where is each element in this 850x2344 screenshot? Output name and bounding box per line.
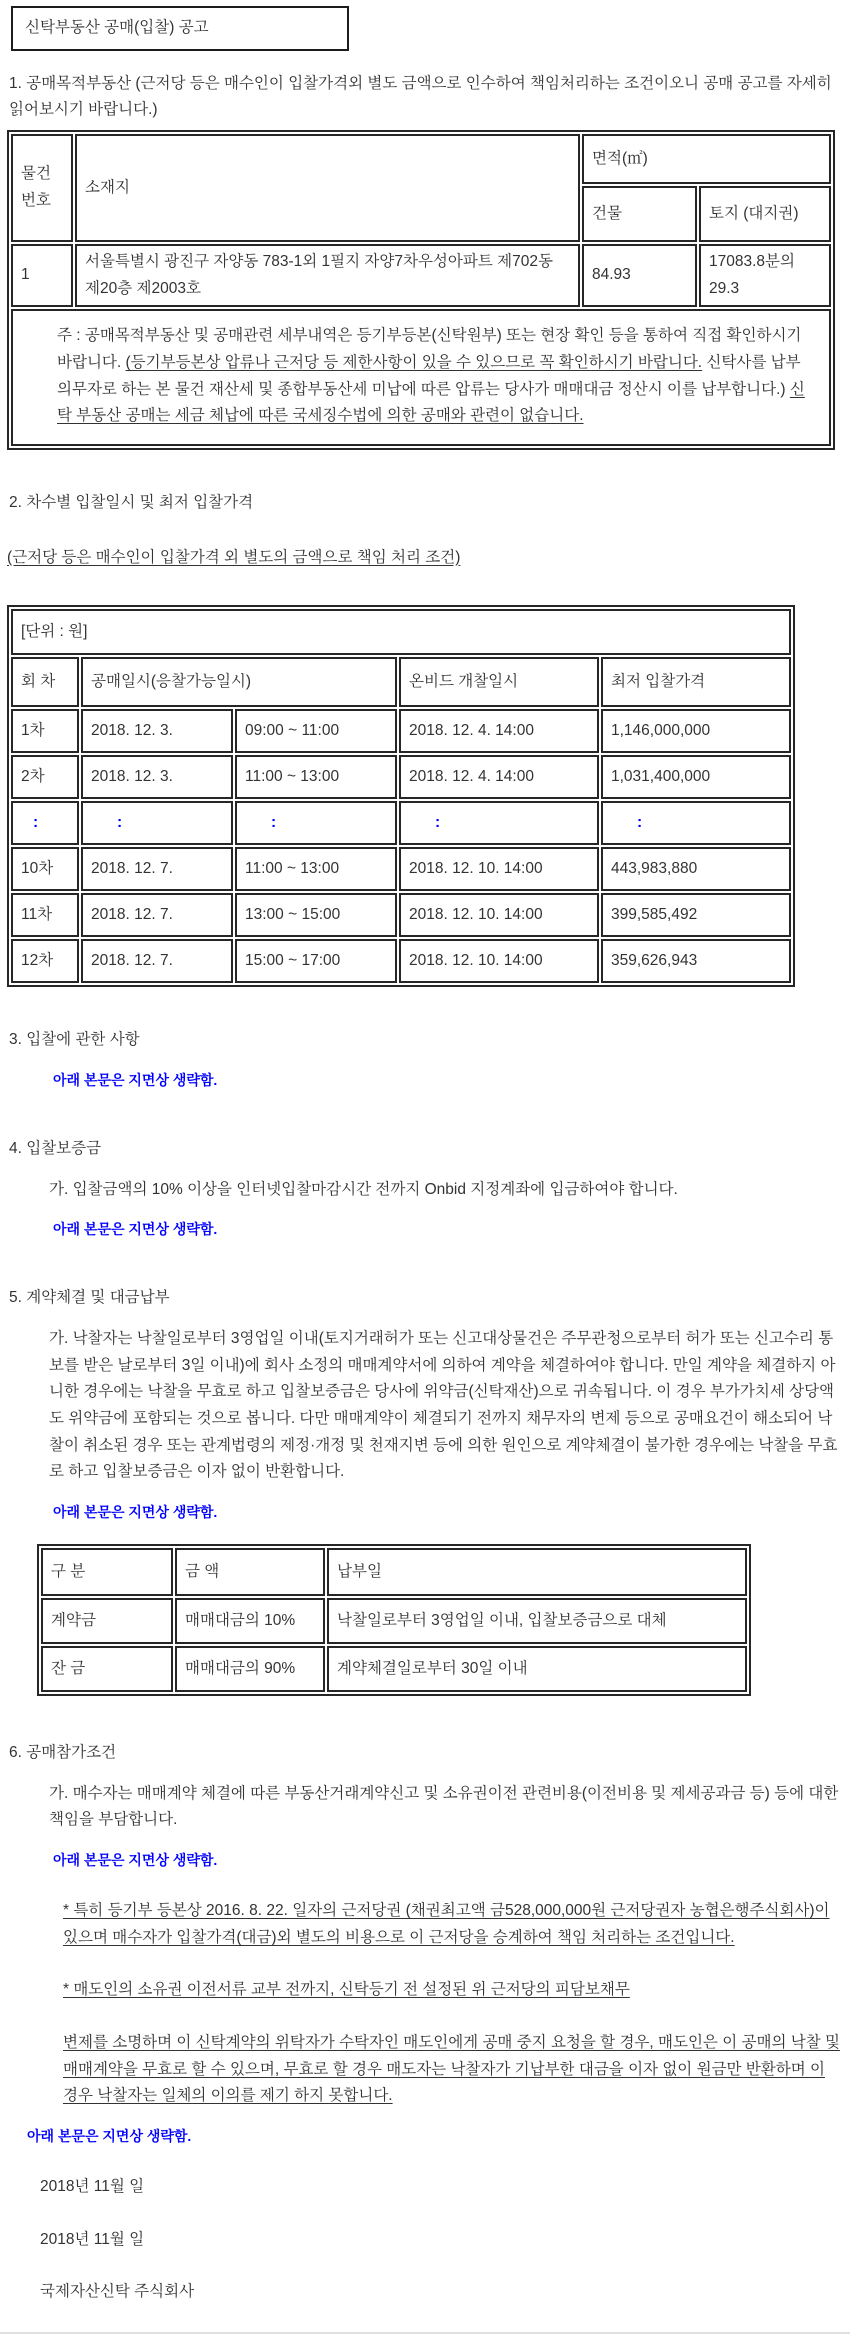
col-header-building: 건물: [582, 186, 697, 242]
note-text-4-underlined: 신탁 부동산 공매는 세금 체납에 따른 국세징수법에 의한 공매와 관련이 없습니다.: [57, 380, 805, 425]
omitted-note: 아래 본문은 지면상 생략함.: [53, 1503, 218, 1520]
unit-row: [11, 609, 791, 655]
note-text-1: 주 : 공매목적부동산 및 공매관련 세부내역은 등기부등본(신탁원부) 또는 현장 확인 등을 통하여 직접 확인하시기 바랍니다.: [57, 327, 802, 371]
bid-date: 2018. 12. 7.: [81, 939, 233, 983]
col-header-amount: 금 액: [175, 1548, 325, 1596]
min-price: 1,146,000,000: [601, 709, 791, 753]
schedule-row-12: [11, 939, 791, 983]
bid-date: 2018. 12. 3.: [81, 755, 233, 799]
section4-heading: 4. 입찰보증금: [9, 1139, 102, 1157]
col-header-location: 소재지: [75, 134, 580, 242]
property-note: [11, 309, 831, 446]
payment-due: 계약체결일로부터 30일 이내: [327, 1646, 747, 1692]
section2-condition-underlined: (근저당 등은 매수인이 입찰가격 외 별도의 금액으로 책임 처리 조건): [7, 548, 461, 566]
payment-table: [37, 1544, 751, 1696]
section6-special-condition-3: [63, 2030, 842, 2110]
section1-heading: 1. 공매목적부동산 (근저당 등은 매수인이 입찰가격외 별도 금액으로 인수하여 책임처리하는 조건이오니 공매 공고를 자세히 읽어보시기 바랍니다.): [9, 74, 832, 119]
ellipsis: :: [601, 801, 791, 845]
bid-schedule-table: [7, 605, 795, 987]
payment-amount: 매매대금의 90%: [175, 1646, 325, 1692]
document-title-box: [11, 6, 349, 51]
omitted-note: 아래 본문은 지면상 생략함.: [27, 2128, 192, 2144]
bid-time: 15:00 ~ 17:00: [235, 939, 397, 983]
trustee-company-name: 국제자산신탁 주식회사: [40, 2283, 195, 2301]
omitted-note: 아래 본문은 지면상 생략함.: [53, 1221, 218, 1238]
schedule-row-2: [11, 755, 791, 799]
section6-heading: 6. 공매참가조건: [9, 1744, 117, 1762]
bottom-divider: [0, 2332, 850, 2334]
payment-amount: 매매대금의 10%: [175, 1598, 325, 1644]
open-datetime: 2018. 12. 4. 14:00: [399, 755, 599, 799]
ellipsis: :: [11, 801, 79, 845]
notice-date-1: 2018년 11월 일: [40, 2178, 145, 2196]
round: 10차: [11, 847, 79, 891]
section4-paragraph: 가. 입찰금액의 10% 이상을 인터넷입찰마감시간 전까지 Onbid 지정계좌에 입금하여야 합니다.: [49, 1180, 678, 1198]
open-datetime: 2018. 12. 10. 14:00: [399, 893, 599, 937]
schedule-row-10: [11, 847, 791, 891]
bid-time: 11:00 ~ 13:00: [235, 755, 397, 799]
property-table: [7, 130, 835, 450]
payment-type: 계약금: [41, 1598, 173, 1644]
property-location: 서울특별시 광진구 자양동 783-1외 1필지 자양7차우성아파트 제702동 제20층 제2003호: [75, 244, 580, 307]
open-datetime: 2018. 12. 10. 14:00: [399, 939, 599, 983]
section2-heading: 2. 차수별 입찰일시 및 최저 입찰가격: [9, 493, 254, 511]
notice-date-2: 2018년 11월 일: [40, 2230, 145, 2248]
min-price: 359,626,943: [601, 939, 791, 983]
col-header-area: 면적(㎡): [582, 134, 831, 184]
unit-label: [단위 : 원]: [11, 609, 791, 655]
round: 2차: [11, 755, 79, 799]
omitted-note: 아래 본문은 지면상 생략함.: [53, 1851, 218, 1868]
section6-special-condition-1: [63, 1898, 842, 1951]
payment-row-balance: [41, 1646, 747, 1692]
property-note-row: [11, 309, 831, 446]
section3-heading: 3. 입찰에 관한 사항: [9, 1031, 140, 1049]
payment-header-row: [41, 1548, 747, 1596]
min-price: 443,983,880: [601, 847, 791, 891]
min-price: 1,031,400,000: [601, 755, 791, 799]
payment-type: 잔 금: [41, 1646, 173, 1692]
bid-date: 2018. 12. 7.: [81, 893, 233, 937]
payment-due: 낙찰일로부터 3영업일 이내, 입찰보증금으로 대체: [327, 1598, 747, 1644]
open-datetime: 2018. 12. 10. 14:00: [399, 847, 599, 891]
round: 11차: [11, 893, 79, 937]
col-header-open-datetime: 온비드 개찰일시: [399, 657, 599, 707]
schedule-header-row: [11, 657, 791, 707]
schedule-row-11: [11, 893, 791, 937]
col-header-min-price: 최저 입찰가격: [601, 657, 791, 707]
special-condition-1-underlined: * 특히 등기부 등본상 2016. 8. 22. 일자의 근저당권 (채권최고액 금528,000,000원 근저당권자 농협은행주식회사)이 있으며 매수자가 입찰가격(대금)외 별도의 비용으로 이 근저당을 승계하여 책임 처리하는 조건입니다.: [63, 1902, 830, 1946]
col-header-due: 납부일: [327, 1548, 747, 1596]
bid-time: 09:00 ~ 11:00: [235, 709, 397, 753]
section6-special-condition-2: [63, 1977, 842, 2004]
round: 12차: [11, 939, 79, 983]
col-header-land: 토지 (대지권): [699, 186, 831, 242]
schedule-ellipsis-row: [11, 801, 791, 845]
section2-condition: [7, 545, 842, 572]
property-row: [11, 244, 831, 307]
special-condition-2-underlined: * 매도인의 소유권 이전서류 교부 전까지, 신탁등기 전 설정된 위 근저당의 피담보채무: [63, 1981, 630, 1999]
bid-time: 13:00 ~ 15:00: [235, 893, 397, 937]
min-price: 399,585,492: [601, 893, 791, 937]
property-land-area: 17083.8분의 29.3: [699, 244, 831, 307]
property-building-area: 84.93: [582, 244, 697, 307]
special-condition-3-underlined: 변제를 소명하며 이 신탁계약의 위탁자가 수탁자인 매도인에게 공매 중지 요청을 할 경우, 매도인은 이 공매의 낙찰 및 매매계약을 무효로 할 수 있으며, 무효로 할 경우 매도자는 낙찰자가 기납부한 대금을 이자 없이 원금만 반환하며 이 경우 낙찰자는 일체의 이의를 제기 하지 못합니다.: [63, 2034, 840, 2105]
ellipsis: :: [399, 801, 599, 845]
bid-time: 11:00 ~ 13:00: [235, 847, 397, 891]
ellipsis: :: [81, 801, 233, 845]
schedule-row-1: [11, 709, 791, 753]
section6-paragraph: 가. 매수자는 매매계약 체결에 따른 부동산거래계약신고 및 소유권이전 관련비용(이전비용 및 제세공과금 등) 등에 대한 책임을 부담합니다.: [49, 1784, 839, 1829]
property-table-header-row-1: [11, 134, 831, 184]
property-item-number: 1: [11, 244, 73, 307]
section5-heading: 5. 계약체결 및 대금납부: [9, 1289, 170, 1307]
col-header-item-number: 물건 번호: [11, 134, 73, 242]
section5-paragraph: 가. 낙찰자는 낙찰일로부터 3영업일 이내(토지거래허가 또는 신고대상물건은 주무관청으로부터 허가 또는 신고수리 통보를 받은 날로부터 3일 이내)에 회사 소정의 매매계약서에 의하여 계약을 체결하여야 합니다. 만일 계약을 체결하지 아니한 경우에는 낙찰을 무효로 하고 입찰보증금은 당사에 위약금(신탁재산)으로 귀속됩니다. 이 경우 부가가치세 상당액도 위약금에 포함되는 것으로 봅니다. 다만 매매계약이 체결되기 전까지 채무자의 변제 등으로 공매요건이 해소되어 낙찰이 취소된 경우 또는 관계법령의 제정·개정 및 천재지변 등에 의한 원인으로 계약체결이 불가한 경우에는 낙찰을 무효로 하고 입찰보증금은 이자 없이 반환합니다.: [49, 1330, 838, 1481]
note-text-2-underlined: (등기부등본상 압류나 근저당 등 제한사항이 있을 수 있으므로 꼭 확인하시기 바랍니다.: [125, 353, 703, 371]
payment-row-downpayment: [41, 1598, 747, 1644]
document-title: 신탁부동산 공매(입찰) 공고: [25, 19, 209, 36]
open-datetime: 2018. 12. 4. 14:00: [399, 709, 599, 753]
col-header-bid-datetime: 공매일시(응찰가능일시): [81, 657, 397, 707]
bid-date: 2018. 12. 7.: [81, 847, 233, 891]
omitted-note: 아래 본문은 지면상 생략함.: [53, 1071, 218, 1088]
col-header-type: 구 분: [41, 1548, 173, 1596]
note-text-3: 신탁사를 납부의무자로 하는 본 물건 재산세 및 종합부동산세 미납에 따른 압류는 당사가 매매대금 정산시 이를 납부합니다.): [57, 353, 801, 398]
col-header-round: 회 차: [11, 657, 79, 707]
ellipsis: :: [235, 801, 397, 845]
bid-date: 2018. 12. 3.: [81, 709, 233, 753]
round: 1차: [11, 709, 79, 753]
